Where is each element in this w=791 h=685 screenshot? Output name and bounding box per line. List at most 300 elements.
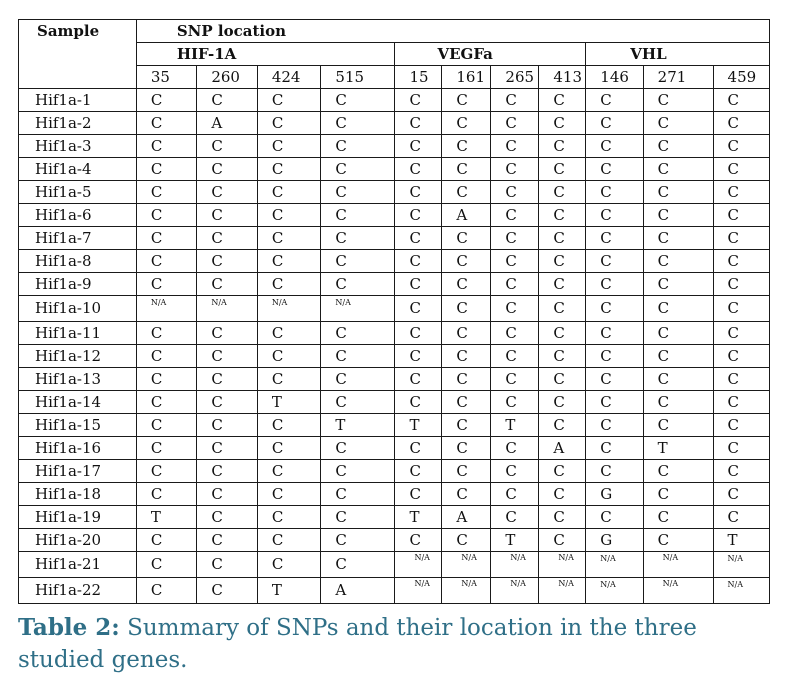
sample-name-cell: Hif1a-7 [19,227,137,250]
snp-value-cell: N/A [257,296,321,322]
snp-value-cell: C [395,89,442,112]
sample-name-cell: Hif1a-2 [19,112,137,135]
snp-value-cell: N/A [539,552,586,578]
snp-value-cell: C [643,460,713,483]
snp-value-cell: T [395,506,442,529]
table-row [19,552,770,578]
snp-value-cell: C [539,204,586,227]
snp-value-cell: C [491,391,539,414]
snp-value-cell: C [197,89,257,112]
snp-value-cell: C [395,181,442,204]
snp-position-header: 15 [395,66,442,89]
snp-value-cell: C [586,391,643,414]
snp-value-cell: C [257,460,321,483]
snp-value-cell: N/A [442,552,491,578]
snp-value-cell: C [643,250,713,273]
snp-value-cell: C [395,529,442,552]
snp-value-cell: N/A [539,578,586,604]
snp-value-cell: C [136,322,196,345]
snp-value-cell: C [713,204,769,227]
snp-value-cell: T [491,529,539,552]
snp-value-cell: C [643,414,713,437]
snp-value-cell: C [713,368,769,391]
snp-value-cell: C [321,322,395,345]
snp-value-cell: C [321,345,395,368]
snp-value-cell: C [586,135,643,158]
snp-position-header: 35 [136,66,196,89]
snp-value-cell: C [136,368,196,391]
snp-value-cell: C [713,506,769,529]
snp-value-cell: C [491,89,539,112]
snp-value-cell: C [442,181,491,204]
sample-name-cell: Hif1a-13 [19,368,137,391]
snp-value-cell: C [257,158,321,181]
snp-position-header: 413 [539,66,586,89]
snp-value-cell: C [442,368,491,391]
table-row [19,227,770,250]
caption-text: Summary of SNPs and their location in the three studied genes. [18,615,697,673]
snp-position-header: 265 [491,66,539,89]
sample-name-cell: Hif1a-14 [19,391,137,414]
snp-value-cell: C [395,204,442,227]
snp-value-cell: C [197,578,257,604]
snp-value-cell: C [586,322,643,345]
snp-value-cell: C [643,112,713,135]
snp-value-cell: C [442,273,491,296]
table-row [19,529,770,552]
snp-value-cell: C [491,181,539,204]
snp-summary-table [18,19,770,604]
snp-value-cell: T [136,506,196,529]
table-row [19,250,770,273]
snp-value-cell: C [539,89,586,112]
snp-value-cell: C [643,345,713,368]
snp-value-cell: C [491,296,539,322]
snp-value-cell: C [197,506,257,529]
sample-name-cell: Hif1a-15 [19,414,137,437]
snp-value-cell: C [539,368,586,391]
snp-value-cell: C [491,204,539,227]
caption-label: Table 2: [18,614,120,641]
snp-value-cell: C [197,483,257,506]
snp-value-cell: C [586,437,643,460]
snp-value-cell: C [586,368,643,391]
table-body [19,20,770,604]
snp-value-cell: C [491,368,539,391]
snp-value-cell: C [713,227,769,250]
snp-value-cell: C [586,181,643,204]
snp-value-cell: C [136,181,196,204]
gene-header-hif1a: HIF-1A [136,43,395,66]
snp-value-cell: C [395,391,442,414]
snp-value-cell: C [539,273,586,296]
snp-value-cell: N/A [713,578,769,604]
snp-value-cell: C [713,391,769,414]
snp-value-cell: C [713,296,769,322]
snp-value-cell: C [539,460,586,483]
table-row [19,204,770,227]
snp-value-cell: C [643,135,713,158]
snp-value-cell: C [713,437,769,460]
snp-value-cell: C [539,414,586,437]
snp-value-cell: C [321,368,395,391]
header-row-1 [19,20,770,43]
snp-value-cell: C [257,552,321,578]
snp-value-cell: C [442,529,491,552]
snp-value-cell: C [257,322,321,345]
snp-value-cell: N/A [136,296,196,322]
snp-value-cell: C [491,345,539,368]
snp-value-cell: C [491,460,539,483]
snp-value-cell: C [321,227,395,250]
snp-value-cell: C [586,273,643,296]
table-row [19,368,770,391]
snp-value-cell: C [197,250,257,273]
snp-value-cell: T [257,391,321,414]
snp-value-cell: C [586,89,643,112]
snp-value-cell: C [442,437,491,460]
snp-value-cell: C [395,250,442,273]
snp-value-cell: C [539,391,586,414]
snp-value-cell: C [395,135,442,158]
snp-value-cell: C [136,227,196,250]
snp-value-cell: C [395,368,442,391]
snp-value-cell: C [713,460,769,483]
sample-name-cell: Hif1a-5 [19,181,137,204]
snp-value-cell: C [539,506,586,529]
snp-value-cell: C [321,135,395,158]
table-row [19,89,770,112]
snp-value-cell: C [491,273,539,296]
snp-value-cell: C [586,250,643,273]
snp-value-cell: C [321,204,395,227]
snp-value-cell: C [643,89,713,112]
snp-value-cell: C [442,483,491,506]
sample-name-cell: Hif1a-22 [19,578,137,604]
snp-value-cell: C [539,181,586,204]
snp-value-cell: C [136,158,196,181]
snp-value-cell: C [491,506,539,529]
snp-value-cell: C [643,204,713,227]
snp-value-cell: C [395,437,442,460]
snp-value-cell: C [643,529,713,552]
snp-value-cell: C [539,529,586,552]
snp-value-cell: C [713,158,769,181]
snp-value-cell: T [491,414,539,437]
snp-value-cell: C [197,227,257,250]
snp-value-cell: C [539,135,586,158]
gene-header-vegfa: VEGFa [395,43,586,66]
table-row [19,578,770,604]
snp-value-cell: C [136,483,196,506]
snp-value-cell: C [643,322,713,345]
snp-value-cell: C [586,506,643,529]
snp-value-cell: C [491,322,539,345]
table-row [19,437,770,460]
snp-value-cell: C [539,112,586,135]
snp-value-cell: C [713,345,769,368]
snp-value-cell: C [136,112,196,135]
snp-value-cell: C [321,112,395,135]
table-row [19,112,770,135]
snp-value-cell: C [442,89,491,112]
sample-name-cell: Hif1a-12 [19,345,137,368]
snp-value-cell: A [539,437,586,460]
snp-value-cell: C [442,250,491,273]
snp-value-cell: C [197,158,257,181]
snp-value-cell: T [321,414,395,437]
snp-value-cell: C [491,158,539,181]
snp-value-cell: C [586,112,643,135]
snp-value-cell: C [197,368,257,391]
snp-value-cell: C [197,552,257,578]
snp-value-cell: C [321,391,395,414]
snp-value-cell: C [395,112,442,135]
snp-value-cell: C [257,181,321,204]
snp-value-cell: C [491,227,539,250]
snp-location-header: SNP location [136,20,769,43]
sample-name-cell: Hif1a-10 [19,296,137,322]
snp-value-cell: C [136,460,196,483]
snp-value-cell: N/A [491,578,539,604]
sample-name-cell: Hif1a-6 [19,204,137,227]
snp-value-cell: C [395,483,442,506]
snp-value-cell: C [197,273,257,296]
snp-value-cell: T [395,414,442,437]
snp-value-cell: C [197,529,257,552]
snp-value-cell: N/A [713,552,769,578]
snp-value-cell: C [136,552,196,578]
snp-value-cell: N/A [442,578,491,604]
snp-value-cell: C [539,158,586,181]
sample-name-cell: Hif1a-3 [19,135,137,158]
snp-value-cell: C [257,135,321,158]
snp-value-cell: C [197,135,257,158]
snp-value-cell: C [442,296,491,322]
snp-value-cell: C [713,273,769,296]
snp-value-cell: C [395,322,442,345]
snp-value-cell: C [491,437,539,460]
table-row [19,506,770,529]
snp-value-cell: C [257,483,321,506]
sample-name-cell: Hif1a-1 [19,89,137,112]
snp-value-cell: T [257,578,321,604]
snp-value-cell: C [136,578,196,604]
snp-value-cell: C [257,437,321,460]
snp-value-cell: C [136,135,196,158]
snp-value-cell: C [586,227,643,250]
snp-value-cell: C [257,368,321,391]
snp-value-cell: C [442,460,491,483]
snp-value-cell: C [136,250,196,273]
snp-value-cell: C [136,437,196,460]
snp-value-cell: C [257,112,321,135]
snp-value-cell: C [257,89,321,112]
snp-value-cell: C [257,273,321,296]
snp-value-cell: C [643,391,713,414]
snp-value-cell: C [197,181,257,204]
snp-value-cell: N/A [197,296,257,322]
snp-value-cell: C [136,273,196,296]
snp-value-cell: C [395,227,442,250]
snp-value-cell: C [197,204,257,227]
snp-value-cell: C [321,437,395,460]
snp-value-cell: C [136,529,196,552]
snp-value-cell: C [713,181,769,204]
snp-value-cell: C [491,135,539,158]
snp-value-cell: C [713,112,769,135]
snp-value-cell: C [539,296,586,322]
snp-value-cell: C [395,158,442,181]
snp-value-cell: C [321,250,395,273]
snp-value-cell: C [197,322,257,345]
snp-value-cell: C [586,414,643,437]
snp-value-cell: T [643,437,713,460]
snp-value-cell: C [491,483,539,506]
snp-position-header: 146 [586,66,643,89]
snp-value-cell: N/A [586,578,643,604]
table-caption [18,612,778,676]
snp-value-cell: C [643,181,713,204]
snp-value-cell: N/A [643,578,713,604]
snp-value-cell: C [539,322,586,345]
table-row [19,273,770,296]
snp-value-cell: C [442,345,491,368]
sample-name-cell: Hif1a-8 [19,250,137,273]
sample-name-cell: Hif1a-11 [19,322,137,345]
snp-value-cell: C [136,414,196,437]
snp-value-cell: N/A [586,552,643,578]
snp-position-header: 515 [321,66,395,89]
snp-value-cell: C [713,89,769,112]
snp-value-cell: A [321,578,395,604]
snp-value-cell: C [257,204,321,227]
snp-value-cell: C [395,345,442,368]
sample-name-cell: Hif1a-21 [19,552,137,578]
sample-name-cell: Hif1a-9 [19,273,137,296]
snp-value-cell: C [257,529,321,552]
snp-value-cell: C [539,345,586,368]
table-row [19,158,770,181]
snp-value-cell: C [136,89,196,112]
snp-value-cell: C [136,204,196,227]
snp-value-cell: C [442,391,491,414]
snp-value-cell: C [713,414,769,437]
snp-value-cell: C [442,322,491,345]
sample-name-cell: Hif1a-16 [19,437,137,460]
snp-value-cell: N/A [321,296,395,322]
table-row [19,296,770,322]
snp-value-cell: C [136,345,196,368]
snp-value-cell: A [442,204,491,227]
snp-value-cell: C [257,345,321,368]
snp-value-cell: C [586,158,643,181]
table-row [19,460,770,483]
table-row [19,414,770,437]
snp-value-cell: C [491,112,539,135]
snp-value-cell: C [643,296,713,322]
snp-value-cell: C [321,89,395,112]
sample-column-header: Sample [19,20,137,89]
snp-value-cell: C [321,483,395,506]
table-row [19,345,770,368]
snp-value-cell: N/A [491,552,539,578]
table-row [19,322,770,345]
snp-position-header: 260 [197,66,257,89]
snp-value-cell: C [136,391,196,414]
sample-name-cell: Hif1a-20 [19,529,137,552]
snp-value-cell: C [197,414,257,437]
snp-value-cell: N/A [395,578,442,604]
snp-position-header: 459 [713,66,769,89]
snp-value-cell: C [442,227,491,250]
snp-value-cell: C [197,460,257,483]
snp-position-header: 161 [442,66,491,89]
snp-value-cell: C [643,368,713,391]
table-row [19,135,770,158]
snp-value-cell: C [395,296,442,322]
snp-value-cell: C [586,460,643,483]
snp-value-cell: C [713,322,769,345]
snp-value-cell: C [197,391,257,414]
snp-value-cell: A [197,112,257,135]
snp-value-cell: A [442,506,491,529]
snp-value-cell: C [321,273,395,296]
snp-position-header: 424 [257,66,321,89]
snp-position-header: 271 [643,66,713,89]
snp-value-cell: C [442,112,491,135]
snp-value-cell: C [257,414,321,437]
snp-value-cell: C [197,437,257,460]
snp-value-cell: C [395,460,442,483]
snp-value-cell: C [643,158,713,181]
snp-value-cell: C [643,227,713,250]
snp-value-cell: C [491,250,539,273]
snp-value-cell: G [586,483,643,506]
snp-value-cell: C [321,529,395,552]
snp-value-cell: C [321,552,395,578]
sample-name-cell: Hif1a-4 [19,158,137,181]
snp-value-cell: C [586,345,643,368]
table-row [19,391,770,414]
snp-value-cell: C [395,273,442,296]
snp-value-cell: C [539,250,586,273]
gene-header-vhl: VHL [586,43,770,66]
snp-value-cell: C [321,181,395,204]
snp-value-cell: C [257,227,321,250]
snp-value-cell: C [257,506,321,529]
snp-value-cell: T [713,529,769,552]
sample-name-cell: Hif1a-18 [19,483,137,506]
snp-value-cell: C [713,250,769,273]
snp-value-cell: C [321,460,395,483]
snp-value-cell: C [586,204,643,227]
snp-value-cell: C [442,414,491,437]
sample-name-cell: Hif1a-17 [19,460,137,483]
snp-value-cell: N/A [643,552,713,578]
snp-value-cell: C [539,227,586,250]
snp-value-cell: C [713,135,769,158]
snp-value-cell: C [643,506,713,529]
sample-name-cell: Hif1a-19 [19,506,137,529]
snp-value-cell: C [257,250,321,273]
snp-value-cell: C [586,296,643,322]
snp-value-cell: C [442,158,491,181]
snp-value-cell: C [321,506,395,529]
snp-value-cell: C [539,483,586,506]
snp-value-cell: G [586,529,643,552]
table-row [19,181,770,204]
